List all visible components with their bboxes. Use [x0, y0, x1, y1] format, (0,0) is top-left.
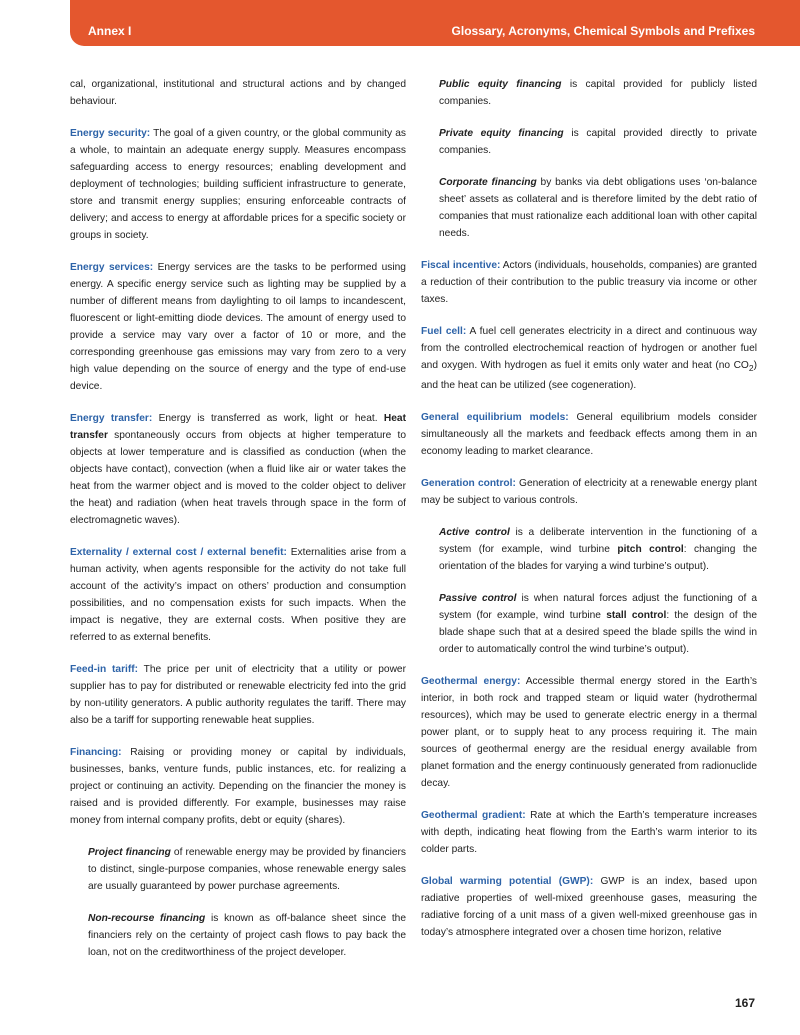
definition: The goal of a given country, or the global community as a whole, to maintain an adequate energy supply. Measures encompass safeguarding access to energy resources; enabling development and deployment of technologies; building sufficient infrastructure to generate, store and transmit energy supplies; ensuring enforceable contracts of delivery; and access to energy at affordable prices for a specific society or groups in society. [70, 128, 406, 241]
continuation-paragraph: cal, organizational, institutional and structural actions and by changed behaviour. [70, 79, 406, 107]
entry-fiscal-incentive [421, 257, 757, 308]
entry-energy-transfer [70, 410, 406, 529]
entry-geothermal-gradient [421, 807, 757, 858]
term: Energy transfer: [70, 413, 153, 424]
annex-label: Annex I [88, 24, 132, 38]
entry-fuel-cell [421, 323, 757, 394]
subterm: Passive control [439, 593, 517, 605]
definition: Actors (individuals, households, companies) are granted a reduction of their contribution to the public treasury via income or other taxes. [421, 260, 757, 305]
subscript: 2 [748, 363, 754, 374]
definition: is capital provided directly to private companies. [439, 128, 757, 156]
entry-passive-control [421, 590, 757, 658]
subterm: Project financing [88, 847, 171, 858]
definition: of renewable energy may be provided by financiers to distinct, single-purpose companies, whose renewable energy sales are usually guaranteed by power purchase agreements. [88, 847, 406, 892]
entry-public-equity [421, 76, 757, 110]
term: Geothermal energy: [421, 676, 521, 688]
term: Generation control: [421, 478, 516, 490]
term: Energy services: [70, 262, 154, 273]
term: Externality / external cost / external benefit: [70, 547, 287, 558]
left-column [70, 76, 406, 976]
term: Geothermal gradient: [421, 810, 526, 822]
subterm: Active control [439, 527, 510, 539]
definition: by banks via debt obligations uses ‘on-balance sheet’ assets as collateral and is therefore limited by the debt ratio of companies that must rationalize each additional loan with other capital needs. [439, 177, 757, 239]
definition-cont: : the design of the blade shape such that at a desired speed the blade spills the wind in order to automatically control the wind turbine’s output). [439, 610, 757, 656]
entry-generation-control [421, 475, 757, 509]
entry-financing [70, 744, 406, 829]
definition: GWP is an index, based upon radiative properties of well-mixed greenhouse gases, measuring the radiative forcing of a unit mass of a given well-mixed greenhouse gas in today’s atmosphere integrated over a chosen time horizon, relative [421, 876, 757, 939]
definition: Generation of electricity at a renewable energy plant may be subject to various controls. [421, 478, 757, 507]
definition-cont: spontaneously occurs from objects at higher temperature to objects at lower temperature and is classified as conduction (when the objects have contact), convection (when a fluid like air or water takes the heat from the warmer object and is moved to the colder object to deliver the heat) and radiation (when heat travels through space in the form of electromagnetic waves). [70, 430, 406, 526]
subterm: Public equity financing [439, 79, 562, 90]
definition-cont: : changing the orientation of the blades for varying a wind turbine’s output). [439, 544, 757, 573]
entry-project-financing [70, 844, 406, 895]
definition: is when natural forces adjust the functioning of a system (for example, wind turbine [439, 593, 757, 622]
entry-private-equity [421, 125, 757, 159]
subterm: Private equity financing [439, 128, 564, 139]
page-number: 167 [734, 996, 755, 1010]
definition: The price per unit of electricity that a utility or power supplier has to pay for distributed or renewable electricity fed into the grid by non-utility generators. A public authority regulates the tariff. There may also be a tariff for supporting renewable heat supplies. [70, 664, 406, 726]
definition: is capital provided for publicly listed companies. [439, 79, 757, 107]
definition: is known as off-balance sheet since the financiers rely on the certainty of project cash flows to pay back the loan, not on the creditworthiness of the project developer. [88, 913, 407, 958]
subterm: Non-recourse financing [88, 913, 206, 924]
definition-cont: ) and the heat can be utilized (see cogeneration). [421, 360, 757, 392]
definition: Accessible thermal energy stored in the Earth’s interior, in both rock and trapped steam or liquid water (hydrothermal resources), which may be used to generate electric energy in a thermal power plant, or to supply heat to any process requiring it. The main sources of geothermal energy are the residual energy available from planet formation and the energy continuously generated from radionuclide decay. [421, 676, 757, 790]
term: Global warming potential (GWP): [421, 876, 594, 888]
definition: Energy services are the tasks to be performed using energy. A specific energy service such as lighting may be supplied by a number of different means from daylighting to oil lamps to incandescent, fluorescent or light-emitting diode devices. The amount of energy used to provide a service may vary over a factor of 10 or more, and the corresponding greenhouse gas emissions may vary from zero to a very high value depending on the source of energy and the type of end-use device. [70, 262, 406, 392]
bold-term: stall control [606, 610, 667, 622]
entry-feed-in-tariff [70, 661, 406, 729]
definition: Externalities arise from a human activity, when agents responsible for the activity do not take full account of the activity’s impact on others’ production and consumption possibilities, and no compensation exists for such impacts. When the impact is negative, they are external costs. When positive they are referred to as external benefits. [70, 547, 406, 643]
term: Energy security: [70, 128, 151, 139]
definition: Energy is transferred as work, light or heat. [152, 413, 384, 424]
right-column [421, 76, 757, 956]
term: Fiscal incentive: [421, 260, 501, 271]
definition: is a deliberate intervention in the functioning of a system (for example, wind turbine [439, 527, 757, 556]
page-header [70, 0, 800, 46]
term: Financing: [70, 747, 122, 758]
entry-gwp [421, 873, 757, 941]
subterm: Corporate financing [439, 177, 537, 188]
entry-energy-security [70, 125, 406, 244]
entry-general-equilibrium [421, 409, 757, 460]
entry-externality [70, 544, 406, 646]
term: General equilibrium models: [421, 412, 569, 424]
entry-non-recourse-financing [70, 910, 406, 961]
bold-term: pitch control [617, 544, 684, 556]
definition: General equilibrium models consider simultaneously all the markets and feedback effects among them in an economy leading to market clearance. [421, 412, 757, 458]
entry-geothermal-energy [421, 673, 757, 792]
term: Fuel cell: [421, 326, 467, 337]
definition: Raising or providing money or capital by individuals, businesses, banks, venture funds, public instances, etc. for realizing a project or continuing an activity. Depending on the financier the money is raised and is provided differently. For example, businesses may raise money from internal company profits, debt or equity (shares). [70, 747, 406, 826]
term: Feed-in tariff: [70, 664, 139, 675]
section-title: Glossary, Acronyms, Chemical Symbols and Prefixes [451, 24, 755, 38]
entry-corporate-financing [421, 174, 757, 242]
bold-term: Heat transfer [70, 413, 406, 441]
entry-active-control [421, 524, 757, 575]
entry-energy-services [70, 259, 406, 395]
definition: A fuel cell generates electricity in a direct and continuous way from the controlled electrochemical reaction of hydrogen or another fuel and oxygen. With hydrogen as fuel it emits only water and heat (no CO [421, 326, 757, 371]
definition: Rate at which the Earth’s temperature increases with depth, indicating heat flowing from the Earth’s warm interior to its colder parts. [421, 810, 757, 856]
